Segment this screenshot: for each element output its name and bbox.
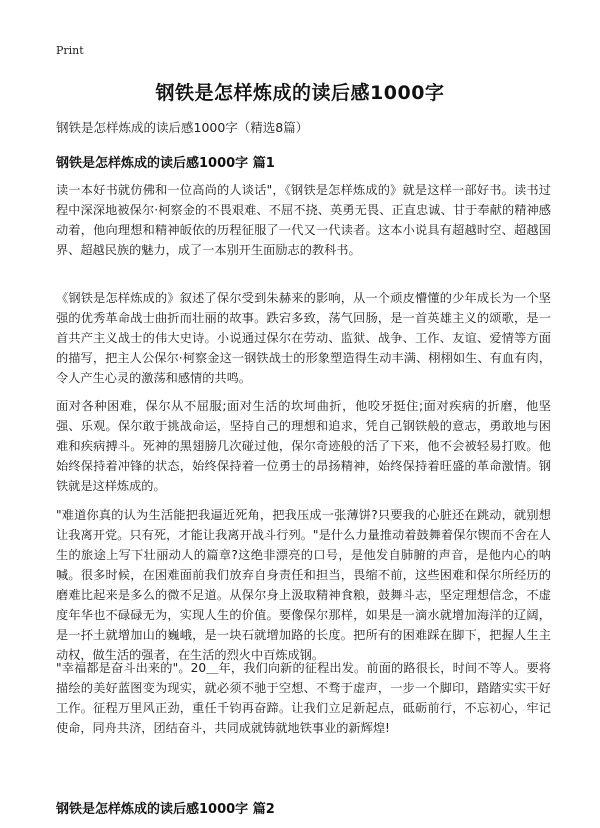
document-subtitle: 钢铁是怎样炼成的读后感1000字（精选8篇）	[56, 120, 309, 135]
paragraph-2: 《钢铁是怎样炼成的》叙述了保尔受到朱赫来的影响，从一个顽皮懵懂的少年成长为一个坚强的优秀革命战士曲折而壮丽的故事。跌宕多致，荡气回肠，是一首英雄主义的颂歌，是一首共产主义战士的伟大史诗。小说通过保尔在劳动、监狱、战争、工作、友谊、爱情等方面的描写，把主人公保尔·柯察金这一钢铁战士的形象塑造得生动丰满、栩栩如生、有血有肉，令人产生心灵的激荡和感情的共鸣。	[56, 291, 551, 385]
page-title: 钢铁是怎样炼成的读后感1000字	[155, 82, 445, 104]
paragraph-1: 读一本好书就仿佛和一位高尚的人谈话"，《钢铁是怎样炼成的》就是这样一部好书。读书过程中深深地被保尔·柯察金的不畏艰难、不屈不挠、英勇无畏、正直忠诚、甘于奉献的精神感动着，他向理想和精神皈依的历程征服了一代又一代读者。这本小说具有超越时空、超越国界、超越民族的魅力，成了一本别开生面励志的教科书。	[56, 183, 551, 257]
paragraph-3: 面对各种困难，保尔从不屈服;面对生活的坎坷曲折，他咬牙挺住;面对疾病的折磨，他坚强、乐观。保尔敢于挑战命运，坚持自己的理想和追求，凭自己钢铁般的意志，勇敢地与困难和疾病搏斗。死神的黑翅膀几次碰过他，保尔奇迹般的活了下来，他不会被轻易打败。他始终保持着冲锋的状态，始终保持着一位勇士的昂扬精神，始终保持着旺盛的革命激情。钢铁就是这样炼成的。	[56, 399, 551, 493]
section-heading-1: 钢铁是怎样炼成的读后感1000字 篇1	[56, 156, 275, 171]
paragraph-4: "难道你真的认为生活能把我逼近死角，把我压成一张薄饼?只要我的心脏还在跳动，就别想让我离开党。只有死，才能让我离开战斗行列。"是什么力量推动着鼓舞着保尔锲而不舍在人生的旅途上写下壮丽动人的篇章?这绝非漂亮的口号，是他发自肺腑的声音，是他内心的呐喊。很多时候，在困难面前我们放弃自身责任和担当，畏缩不前，这些困难和保尔所经历的磨难比起来是多么的微不足道。从保尔身上汲取精神食粮，鼓舞斗志，坚定理想信念，不虚度年华也不碌碌无为，实现人生的价值。要像保尔那样，如果是一滴水就增加海洋的辽阔，是一抔土就增加山的巍峨，是一块石就增加路的长度。把所有的困难踩在脚下，把握人生主动权，做生活的强者，在生活的烈火中百炼成钢。	[56, 508, 551, 662]
section-heading-2: 钢铁是怎样炼成的读后感1000字 篇2	[56, 802, 275, 817]
print-link[interactable]: Print	[56, 44, 84, 57]
paragraph-5: "幸福都是奋斗出来的"。20＿年，我们向新的征程出发。前面的路很长，时间不等人。要将描绘的美好蓝图变为现实，就必须不驰于空想、不骛于虚声，一步一个脚印，踏踏实实干好工作。征程万里风正劲，重任千钧再奋蹄。让我们立足新起点，砥砺前行，不忘初心，牢记使命，同舟共济，团结奋斗，共同成就铸就地铁事业的新辉煌!	[56, 661, 551, 735]
